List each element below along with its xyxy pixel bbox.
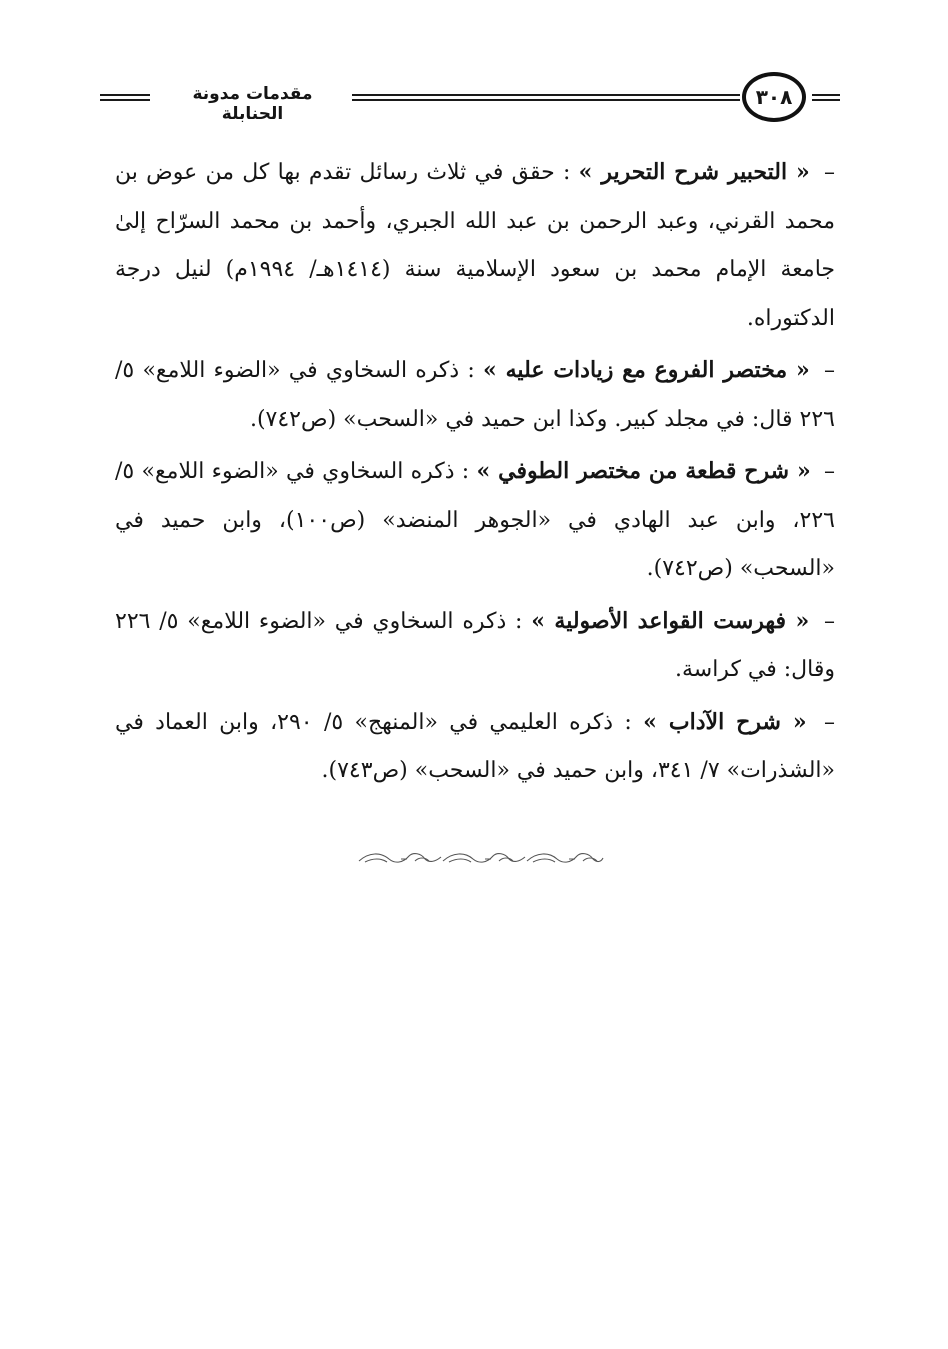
page-number-badge <box>742 72 806 122</box>
entry-dash: – <box>824 160 835 185</box>
entry-text: : ذكره السخاوي في «الضوء اللامع» ٥/ ٢٢٦ قال: في مجلد كبير. وكذا ابن حميد في «السحب» (ص٧٤٢). <box>115 358 835 432</box>
header-rule-right <box>812 94 840 101</box>
page-body <box>115 148 835 799</box>
entry-title: « التحبير شرح التحرير » <box>578 159 810 185</box>
entry-title: « شرح قطعة من مختصر الطوفي » <box>476 458 811 484</box>
entry-text: : ذكره العليمي في «المنهج» ٥/ ٢٩٠، وابن العماد في «الشذرات» ٧/ ٣٤١، وابن حميد في «السحب» (ص٧٤٣). <box>115 709 835 783</box>
entry-title: « فهرست القواعد الأصولية » <box>531 607 810 634</box>
entry-title: « شرح الآداب » <box>643 708 807 735</box>
entry-dash: – <box>824 459 835 484</box>
decorative-flourish-icon <box>355 850 605 866</box>
list-item <box>115 148 835 343</box>
running-title: مقدمات مدونة الحنابلة <box>192 84 313 124</box>
header-rule-left <box>100 94 150 101</box>
list-item <box>115 698 835 796</box>
list-item <box>115 597 835 695</box>
entry-dash: – <box>824 608 836 634</box>
page-header <box>100 66 840 130</box>
page-number: ٣٠٨ <box>755 85 793 109</box>
list-item <box>115 447 835 594</box>
header-rule-middle <box>352 94 740 101</box>
entry-text: : ذكره السخاوي في «الضوء اللامع» ٥/ ٢٢٦، وابن عبد الهادي في «الجوهر المنضد» (ص١٠٠)، وابن حميد في «السحب» (ص٧٤٢). <box>115 459 835 581</box>
entry-dash: – <box>824 358 835 383</box>
list-item <box>115 346 835 444</box>
entry-text: : حقق في ثلاث رسائل تقدم بها كل من عوض بن محمد القرني، وعبد الرحمن بن عبد الله الجبري، وأحمد بن محمد السرّاح إلىٰ جامعة الإمام محمد بن سعود الإسلامية سنة (١٤١٤هـ/ ١٩٩٤م) لنيل درجة الدكتوراه. <box>115 160 836 331</box>
entry-text: : ذكره السخاوي في «الضوء اللامع» ٥/ ٢٢٦ وقال: في كراسة. <box>115 608 835 682</box>
entry-dash: – <box>824 709 836 735</box>
entry-title: « مختصر الفروع مع زيادات عليه » <box>483 357 810 383</box>
